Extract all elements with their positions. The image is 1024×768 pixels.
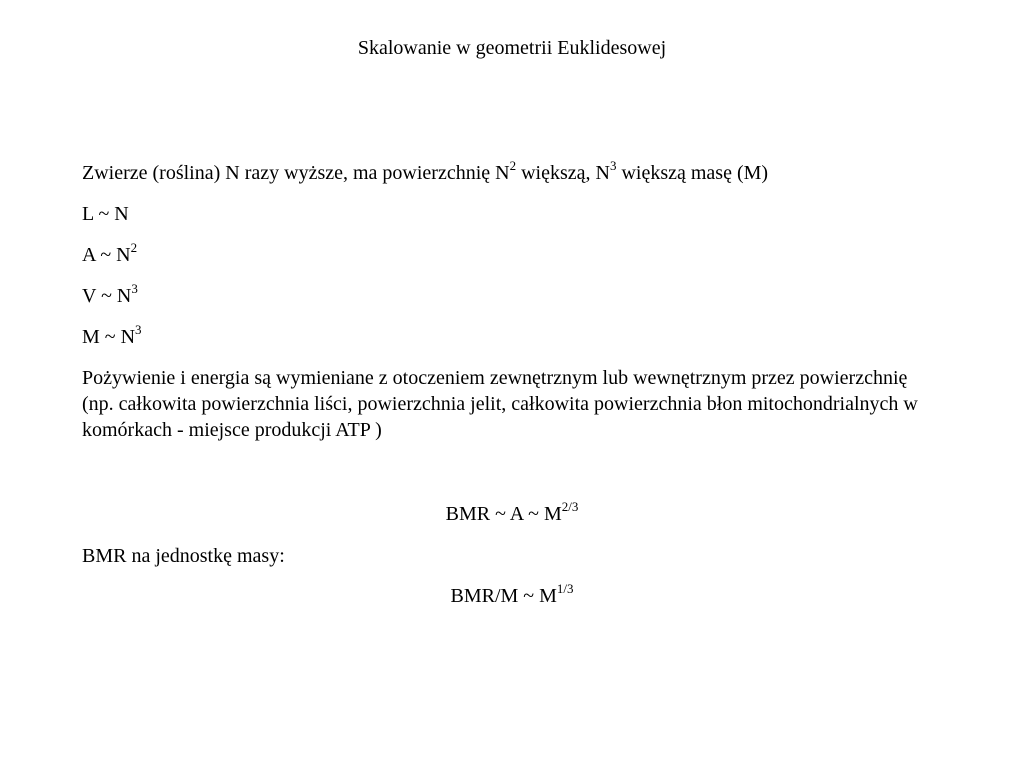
intro-exponent-2: 3 [609,158,617,174]
intro-text-part3: większą masę (M) [616,162,769,184]
relation-text: L ~ N [82,203,129,225]
relation-exponent: 3 [131,281,138,297]
relation-mass [82,324,142,350]
relation-length [82,201,129,227]
exchange-paragraph: Pożywienie i energia są wymieniane z otoczeniem zewnętrznym lub wewnętrznym przez powierzchnię (np. całkowita powierzchnia liści, powierzchnia jelit, całkowita powierzchnia błon mitochondrialnych w komórkach - miejsce produkcji ATP ) [82,367,918,441]
relation-exponent: 2 [130,240,138,256]
relation-text: V ~ N [82,285,132,307]
relation-text: A ~ N [82,244,131,266]
intro-text-part1: Zwierze (roślina) N razy wyższe, ma powierzchnię N [82,162,510,184]
per-mass-label: BMR na jednostkę masy: [82,545,285,567]
slide-title: Skalowanie w geometrii Euklidesowej [357,37,667,59]
intro-exponent-1: 2 [509,158,517,174]
relation-exponent: 3 [135,322,142,338]
formula-exponent: 1/3 [556,581,574,597]
relation-text: M ~ N [82,326,136,348]
intro-text-part2: większą, N [516,162,610,184]
formula-bmr-area [0,501,1024,527]
formula-exponent: 2/3 [561,499,579,515]
relation-volume [82,283,138,309]
formula-bmr-per-mass [0,583,1024,609]
relation-area [82,242,137,268]
intro-line [82,160,768,186]
formula-text: BMR ~ A ~ M [445,503,562,525]
formula-text: BMR/M ~ M [450,585,557,607]
